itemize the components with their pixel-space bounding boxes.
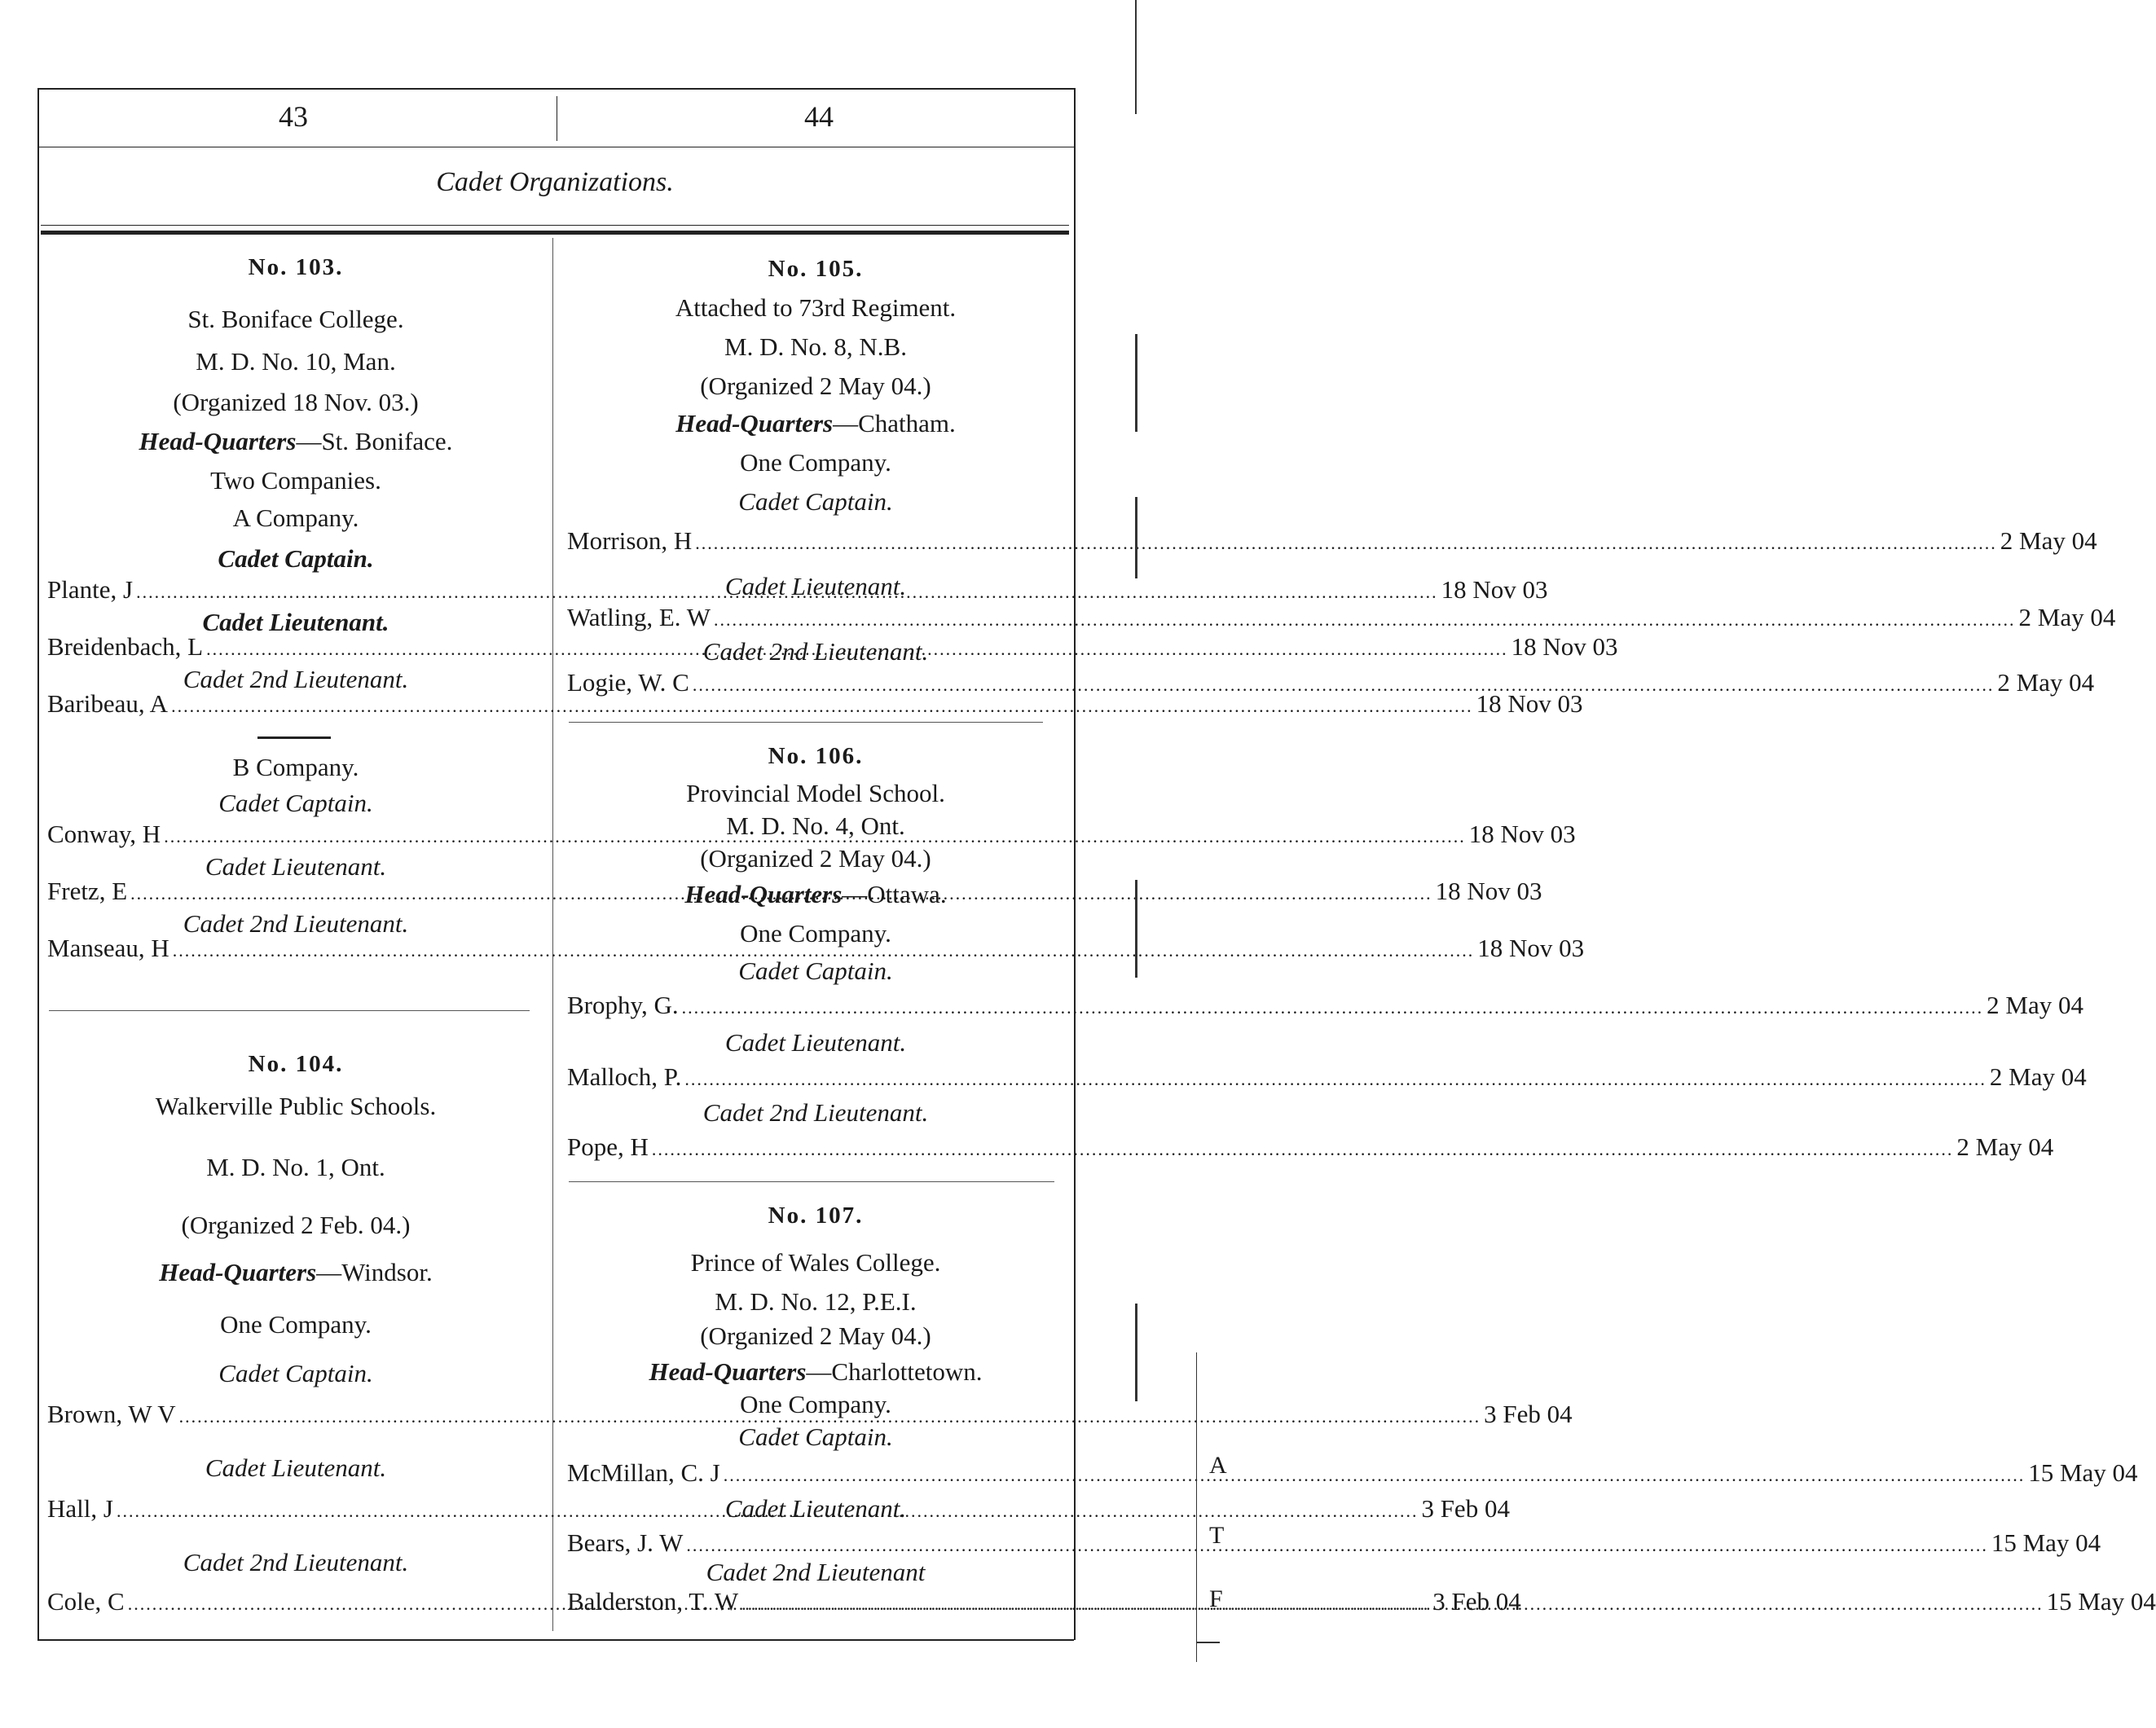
edge-rule — [1196, 1352, 1197, 1662]
page-number-right: 44 — [804, 100, 834, 133]
officer-entry — [567, 526, 2097, 556]
company-count: One Company. — [740, 919, 891, 948]
heading-thin-rule — [41, 225, 1069, 226]
section-divider — [569, 1181, 1054, 1182]
headquarters — [47, 1258, 544, 1287]
org-name: Prince of Wales College. — [690, 1248, 941, 1277]
organized-date: (Organized 2 May 04.) — [700, 1321, 931, 1350]
officer-date: 3 Feb 04 — [1484, 1400, 1573, 1428]
officer-entry — [47, 934, 1585, 963]
officer-name: Bears, J. W — [567, 1528, 684, 1557]
officer-name: Plante, J — [47, 575, 134, 604]
officer-date: 3 Feb 04 — [1432, 1587, 1521, 1616]
company-label: A Company. — [232, 503, 359, 532]
officer-entry — [567, 1458, 2138, 1488]
leader-dots — [686, 1535, 1988, 1556]
officer-entry — [567, 1528, 2101, 1558]
org-number: No. 105. — [768, 256, 864, 282]
rank-heading: Cadet Captain. — [738, 956, 893, 985]
officer-date: 18 Nov 03 — [1441, 575, 1548, 604]
rank-heading: Cadet 2nd Lieutenant. — [702, 637, 929, 666]
company-label: B Company. — [232, 753, 359, 781]
rank-heading: Cadet Lieutenant. — [205, 852, 387, 881]
officer-entry — [567, 668, 2095, 697]
hq-place: —Ottawa. — [842, 880, 947, 908]
edge-mark — [1135, 1304, 1137, 1401]
adjacent-page-edge — [1124, 0, 1227, 1728]
edge-letter: F — [1209, 1585, 1223, 1612]
section-divider — [569, 722, 1043, 723]
headquarters — [567, 1357, 1064, 1387]
military-district: M. D. No. 10, Man. — [196, 347, 396, 376]
company-count: One Company. — [740, 448, 891, 477]
organized-date: (Organized 2 May 04.) — [700, 372, 931, 400]
edge-mark — [1135, 497, 1137, 578]
rank-heading: Cadet Captain. — [738, 487, 893, 516]
officer-name: McMillan, C. J — [567, 1458, 720, 1487]
company-count: One Company. — [740, 1390, 891, 1418]
hq-place: —Charlottetown. — [806, 1357, 983, 1386]
bottom-rule — [37, 1639, 1074, 1641]
page-number-left: 43 — [279, 100, 308, 133]
org-number: No. 104. — [248, 1051, 344, 1077]
edge-rule — [1196, 1642, 1220, 1643]
company-count: One Company. — [220, 1310, 372, 1339]
edge-mark — [1135, 334, 1137, 432]
org-number: No. 107. — [768, 1203, 864, 1229]
leader-dots — [695, 533, 1997, 554]
org-name: Walkerville Public Schools. — [155, 1092, 437, 1120]
rank-heading: Cadet Captain. — [218, 789, 373, 817]
rank-heading: Cadet 2nd Lieutenant — [706, 1558, 926, 1586]
headquarters — [47, 427, 544, 456]
officer-name: Malloch, P. — [567, 1062, 682, 1091]
officer-name: Breidenbach, L — [47, 632, 204, 661]
rank-heading: Cadet Captain. — [218, 544, 374, 573]
officer-date: 18 Nov 03 — [1476, 689, 1583, 718]
rank-heading: Cadet Lieutenant. — [724, 1494, 907, 1523]
officer-date: 15 May 04 — [2028, 1458, 2138, 1487]
leader-dots — [684, 1069, 1987, 1090]
officer-date: 2 May 04 — [1989, 1062, 2087, 1091]
officer-name: Logie, W. C — [567, 668, 689, 697]
edge-mark — [1135, 880, 1137, 978]
section-divider — [49, 1010, 530, 1011]
edge-letter: A — [1209, 1452, 1227, 1479]
hq-label: Head-Quarters — [649, 1357, 807, 1386]
top-rule — [37, 88, 1074, 90]
org-number: No. 103. — [248, 254, 344, 280]
rank-heading: Cadet 2nd Lieutenant. — [183, 1548, 409, 1576]
rank-heading: Cadet 2nd Lieutenant. — [702, 1098, 929, 1127]
hq-place: —St. Boniface. — [296, 427, 453, 455]
hq-label: Head-Quarters — [684, 880, 843, 908]
officer-entry — [567, 1132, 2054, 1162]
leader-dots — [724, 1465, 2026, 1486]
rank-heading: Cadet 2nd Lieutenant. — [183, 909, 409, 938]
officer-date: 18 Nov 03 — [1477, 934, 1585, 962]
officer-name: Cole, C — [47, 1587, 125, 1616]
hq-label: Head-Quarters — [139, 427, 297, 455]
rank-heading: Cadet Captain. — [738, 1422, 893, 1451]
rank-heading: Cadet Captain. — [218, 1359, 373, 1387]
officer-name: Fretz, E — [47, 877, 128, 905]
officer-name: Brophy, G. — [567, 991, 679, 1019]
rank-heading: Cadet Lieutenant. — [724, 572, 907, 600]
leader-dots — [652, 1139, 1954, 1160]
officer-entry — [567, 1062, 2087, 1092]
military-district: M. D. No. 12, P.E.I. — [715, 1287, 917, 1316]
officer-name: Brown, W V — [47, 1400, 176, 1428]
officer-name: Baribeau, A — [47, 689, 169, 718]
org-name: St. Boniface College. — [187, 305, 404, 333]
officer-name: Watling, E. W — [567, 603, 711, 631]
officer-date: 2 May 04 — [1956, 1132, 2054, 1161]
leader-dots — [741, 1594, 2044, 1615]
hq-place: —Chatham. — [833, 409, 956, 437]
hq-label: Head-Quarters — [159, 1258, 317, 1286]
officer-date: 15 May 04 — [2046, 1587, 2156, 1616]
section-heading: Cadet Organizations. — [436, 167, 674, 197]
rank-heading: Cadet Lieutenant. — [205, 1453, 387, 1482]
leader-dots — [171, 696, 1473, 717]
leader-dots — [693, 675, 1995, 696]
officer-date: 18 Nov 03 — [1435, 877, 1542, 905]
officer-entry — [47, 689, 1583, 719]
org-number: No. 106. — [768, 743, 864, 769]
organized-date: (Organized 2 May 04.) — [700, 844, 931, 873]
officer-name: Pope, H — [567, 1132, 649, 1161]
officer-name: Balderston, T. W — [567, 1587, 739, 1616]
officer-date: 15 May 04 — [1991, 1528, 2101, 1557]
military-district: M. D. No. 1, Ont. — [206, 1153, 385, 1181]
officer-date: 18 Nov 03 — [1511, 632, 1618, 661]
officer-date: 2 May 04 — [1997, 668, 2095, 697]
leader-dots — [682, 997, 1984, 1018]
headquarters — [567, 409, 1064, 438]
org-name: Provincial Model School. — [686, 779, 945, 807]
military-district: M. D. No. 8, N.B. — [724, 332, 907, 361]
officer-entry — [567, 603, 2116, 632]
company-count: Two Companies. — [210, 466, 381, 495]
officer-name: Manseau, H — [47, 934, 169, 962]
edge-letter: T — [1209, 1522, 1225, 1549]
organized-date: (Organized 2 Feb. 04.) — [181, 1211, 411, 1239]
rank-heading: Cadet Lieutenant. — [724, 1028, 907, 1057]
rank-heading: Cadet Lieutenant. — [202, 608, 389, 636]
officer-entry — [567, 991, 2083, 1020]
officer-date: 2 May 04 — [2000, 526, 2097, 555]
company-divider — [257, 736, 331, 739]
officer-name: Conway, H — [47, 820, 161, 848]
leader-dots — [714, 609, 2016, 631]
officer-date: 3 Feb 04 — [1421, 1494, 1510, 1523]
officer-date: 18 Nov 03 — [1468, 820, 1576, 848]
military-district: M. D. No. 4, Ont. — [726, 811, 905, 840]
officer-name: Morrison, H — [567, 526, 693, 555]
rank-heading: Cadet 2nd Lieutenant. — [183, 665, 409, 693]
officer-date: 2 May 04 — [1987, 991, 2083, 1019]
organized-date: (Organized 18 Nov. 03.) — [173, 388, 419, 416]
org-name: Attached to 73rd Regiment. — [675, 293, 957, 322]
edge-mark — [1135, 0, 1137, 114]
headquarters — [567, 880, 1064, 909]
officer-name: Hall, J — [47, 1494, 113, 1523]
hq-place: —Windsor. — [316, 1258, 433, 1286]
officer-date: 2 May 04 — [2018, 603, 2116, 631]
heading-thick-rule — [41, 231, 1069, 235]
hq-label: Head-Quarters — [675, 409, 834, 437]
